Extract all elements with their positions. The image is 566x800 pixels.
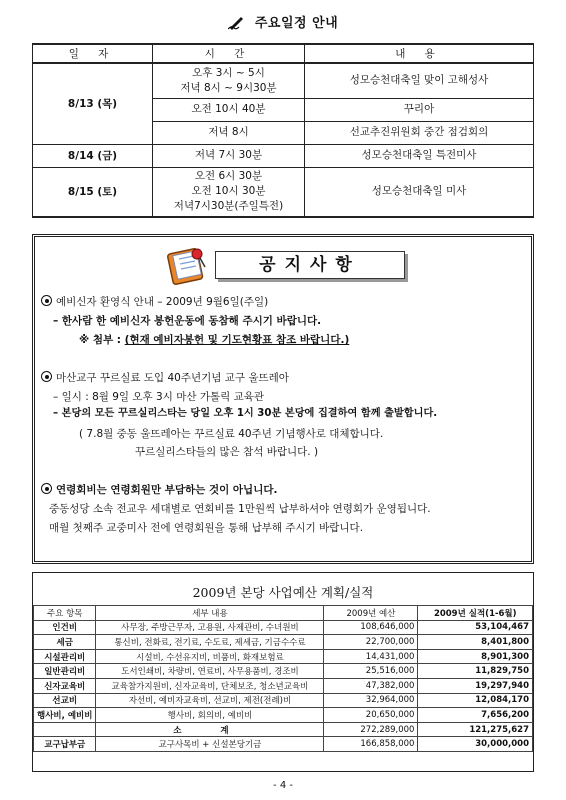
notice-text: – 일시 : 8월 9일 오후 3시 마산 가톨릭 교육관 [53,391,265,403]
header-budget: 2009년 예산 [324,606,418,621]
budget-table [33,605,533,752]
budget-row: 시설관리비 시설비, 수선유지비, 비품비, 화재보험료 14,431,000 8,901,300 [34,649,533,664]
header-content: 내 용 [305,44,534,63]
notice-box [32,234,534,564]
notice-text: 매월 첫째주 교중미사 전에 연령회원을 통해 납부해 주시기 바랍니다. [49,522,364,534]
notice-text: 중동성당 소속 전교우 세대별로 연회비를 1만원씩 납부하셔야 연령회가 운영됩니다. [49,503,431,515]
notice-text: – 본당의 모든 꾸르실리스타는 당일 오후 1시 30분 본당에 집결하여 함께 출발합니다. [53,408,438,419]
header-actual: 2009년 실적(1-6월) [418,606,533,621]
header-item: 주요 항목 [34,606,96,621]
budget-diocese-row: 교구납부금 교구사목비 + 신설본당기금 166,858,000 30,000,000 [34,737,533,752]
notice-item-heading: 예비신자 환영식 안내 – 2009년 9월6일(주일) [41,295,268,309]
notice-text: – 한사람 한 예비신자 봉헌운동에 동참해 주시기 바랍니다. [53,315,322,327]
schedule-content: 성모승천대축일 미사 [305,167,534,217]
bullet-icon [41,371,52,382]
page-number: - 4 - [273,780,293,791]
schedule-title-text: 주요일정 안내 [254,16,339,31]
budget-row: 일반관리비 도서인쇄비, 차량비, 연료비, 사무용품비, 경조비 25,516,000 11,829,750 [34,664,533,679]
schedule-date: 8/15 (토) [33,167,153,217]
schedule-content: 선교추진위원회 중간 점검회의 [305,121,534,144]
schedule-time: 오후 3시 ~ 5시 저녁 8시 ~ 9시30분 [153,63,305,98]
schedule-row [33,167,534,217]
notice-title: 공지사항 [215,251,405,279]
schedule-content: 성모승천대축일 특전미사 [305,144,534,167]
schedule-header-row [33,44,534,63]
budget-row: 선교비 자선비, 예비자교육비, 선교비, 제전(전례)비 32,964,000 12,084,170 [34,693,533,708]
schedule-table [32,43,534,218]
pen-writing-icon [228,16,244,34]
budget-row: 인건비 사무장, 주방근무자, 고용원, 사제관비, 수녀원비 108,646,000 53,104,467 [34,620,533,635]
header-detail: 세부 내용 [96,606,324,621]
notice-header [167,245,407,283]
notice-text: 꾸르실리스타들의 많은 참석 바랍니다. ) [135,446,319,458]
schedule-time: 저녁 7시 30분 [153,144,305,167]
header-date: 일 자 [33,44,153,63]
notice-item-heading: 마산교구 꾸르실료 도입 40주년기념 교구 울뜨레아 [41,371,289,385]
budget-row: 신자교육비 교육참가지원비, 신자교육비, 단체보조, 청소년교육비 47,382,000 19,297,940 [34,678,533,693]
schedule-content: 성모승천대축일 맞이 고해성사 [305,63,534,98]
schedule-row [33,63,534,98]
memo-board-icon [167,245,209,285]
schedule-date: 8/14 (금) [33,144,153,167]
schedule-time: 오전 6시 30분 오전 10시 30분 저녁7시30분(주일특전) [153,167,305,217]
schedule-row [33,144,534,167]
budget-subtotal-row: 소 계 272,289,000 121,275,627 [34,722,533,737]
schedule-time: 오전 10시 40분 [153,98,305,121]
schedule-time: 저녁 8시 [153,121,305,144]
notice-item-heading: 연령회비는 연령회원만 부담하는 것이 아닙니다. [41,483,277,497]
header-time: 시 간 [153,44,305,63]
notice-attachment: ※ 첨부 : (현재 예비자봉헌 및 기도현황표 참조 바랍니다.) [79,334,350,346]
schedule-date: 8/13 (목) [33,63,153,144]
bullet-icon [41,483,52,494]
schedule-title [0,12,566,34]
budget-title: 2009년 본당 사업예산 계획/실적 [192,585,374,600]
budget-header-row [34,606,533,621]
budget-row: 행사비, 예비비 행사비, 회의비, 예비비 20,650,000 7,656,200 [34,708,533,723]
notice-text: ( 7.8월 중동 울뜨레아는 꾸르실료 40주년 기념행사로 대체합니다. [79,428,384,440]
schedule-content: 꾸리아 [305,98,534,121]
budget-row: 세금 통신비, 전화료, 전기료, 수도료, 제세금, 기금수수료 22,700,000 8,401,800 [34,635,533,650]
bullet-icon [41,295,52,306]
budget-section [32,572,534,772]
